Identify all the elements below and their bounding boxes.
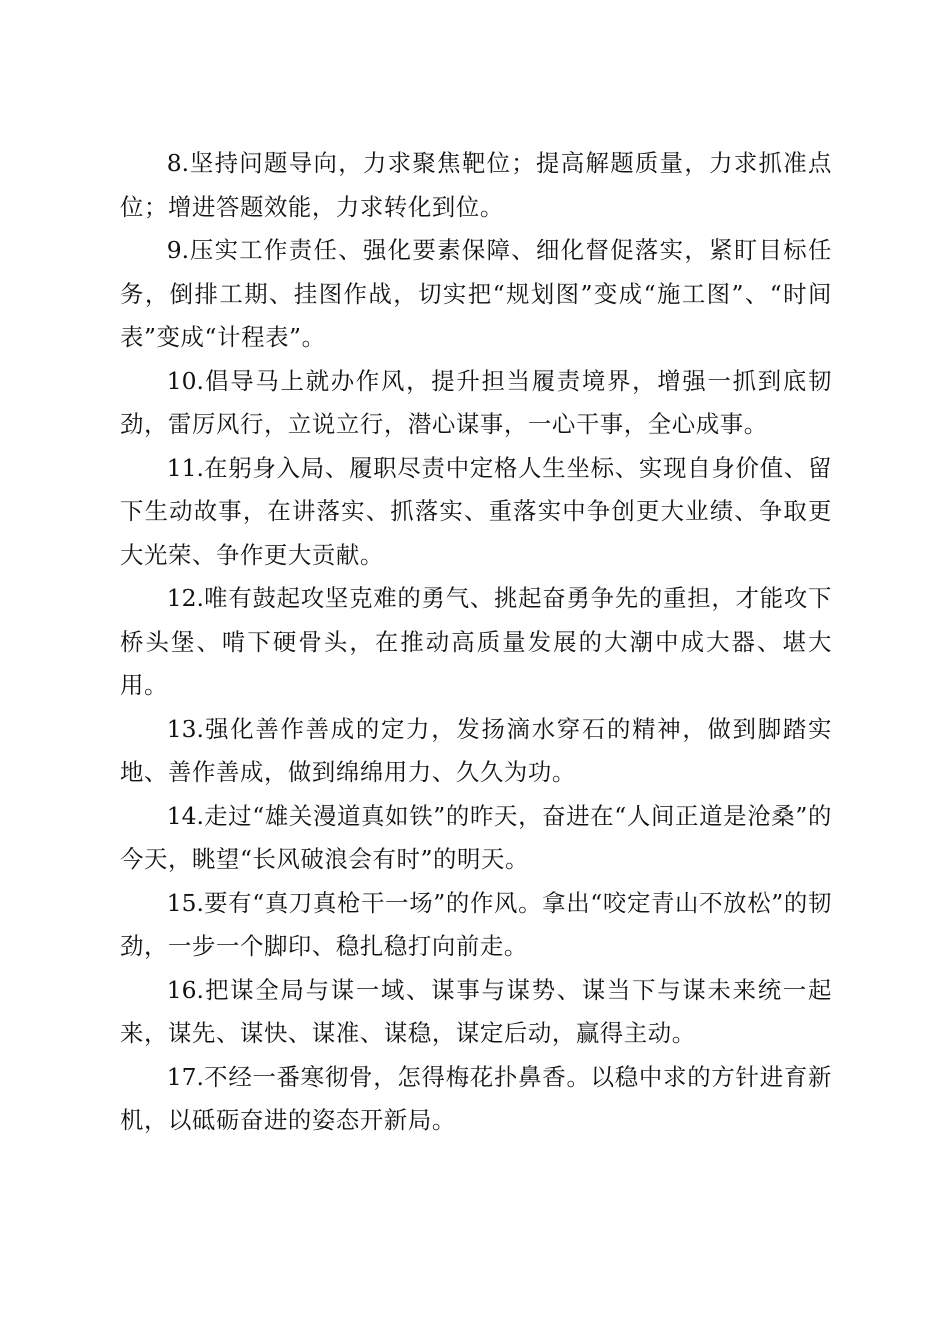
item-text: 压实工作责任、强化要素保障、细化督促落实，紧盯目标任务，倒排工期、挂图作战，切实把“规划图”变成“施工图”、“时间表”变成“计程表”。 <box>120 236 832 351</box>
paragraph-item-14 <box>120 795 832 882</box>
item-text: 强化善作善成的定力，发扬滴水穿石的精神，做到脚踏实地、善作善成，做到绵绵用力、久久为功。 <box>120 714 832 786</box>
paragraph-item-8 <box>120 142 832 229</box>
paragraph-item-12 <box>120 577 832 708</box>
item-number: 15. <box>166 888 204 917</box>
paragraph-item-13 <box>120 708 832 795</box>
item-text: 要有“真刀真枪干一场”的作风。拿出“咬定青山不放松”的韧劲，一步一个脚印、稳扎稳打向前走。 <box>120 888 832 960</box>
item-text: 走过“雄关漫道真如铁”的昨天，奋进在“人间正道是沧桑”的今天，眺望“长风破浪会有时”的明天。 <box>120 801 832 873</box>
document-body <box>120 142 832 1143</box>
item-number: 11. <box>166 453 204 482</box>
item-text: 倡导马上就办作风，提升担当履责境界，增强一抓到底韧劲，雷厉风行，立说立行，潜心谋事，一心干事，全心成事。 <box>120 366 832 438</box>
paragraph-item-11 <box>120 447 832 578</box>
item-number: 10. <box>166 366 204 395</box>
item-number: 12. <box>166 584 204 612</box>
item-number: 14. <box>166 801 204 830</box>
item-text: 在躬身入局、履职尽责中定格人生坐标、实现自身价值、留下生动故事，在讲落实、抓落实、重落实中争创更大业绩、争取更大光荣、争作更大贡献。 <box>120 453 832 569</box>
item-text: 把谋全局与谋一域、谋事与谋势、谋当下与谋未来统一起来，谋先、谋快、谋准、谋稳，谋定后动，赢得主动。 <box>120 975 832 1047</box>
paragraph-item-9 <box>120 229 832 360</box>
item-text: 唯有鼓起攻坚克难的勇气、挑起奋勇争先的重担，才能攻下桥头堡、啃下硬骨头，在推动高质量发展的大潮中成大器、堪大用。 <box>120 584 832 699</box>
paragraph-item-17 <box>120 1056 832 1143</box>
item-number: 9. <box>166 236 190 264</box>
paragraph-item-15 <box>120 882 832 969</box>
paragraph-item-10 <box>120 360 832 447</box>
item-number: 13. <box>166 714 204 743</box>
item-text: 不经一番寒彻骨，怎得梅花扑鼻香。以稳中求的方针进育新机，以砥砺奋进的姿态开新局。 <box>120 1062 832 1134</box>
item-text: 坚持问题导向，力求聚焦靶位；提高解题质量，力求抓准点位；增进答题效能，力求转化到位。 <box>120 149 832 221</box>
item-number: 17. <box>166 1062 204 1091</box>
item-number: 16. <box>166 975 204 1004</box>
item-number: 8. <box>166 149 190 177</box>
paragraph-item-16 <box>120 969 832 1056</box>
